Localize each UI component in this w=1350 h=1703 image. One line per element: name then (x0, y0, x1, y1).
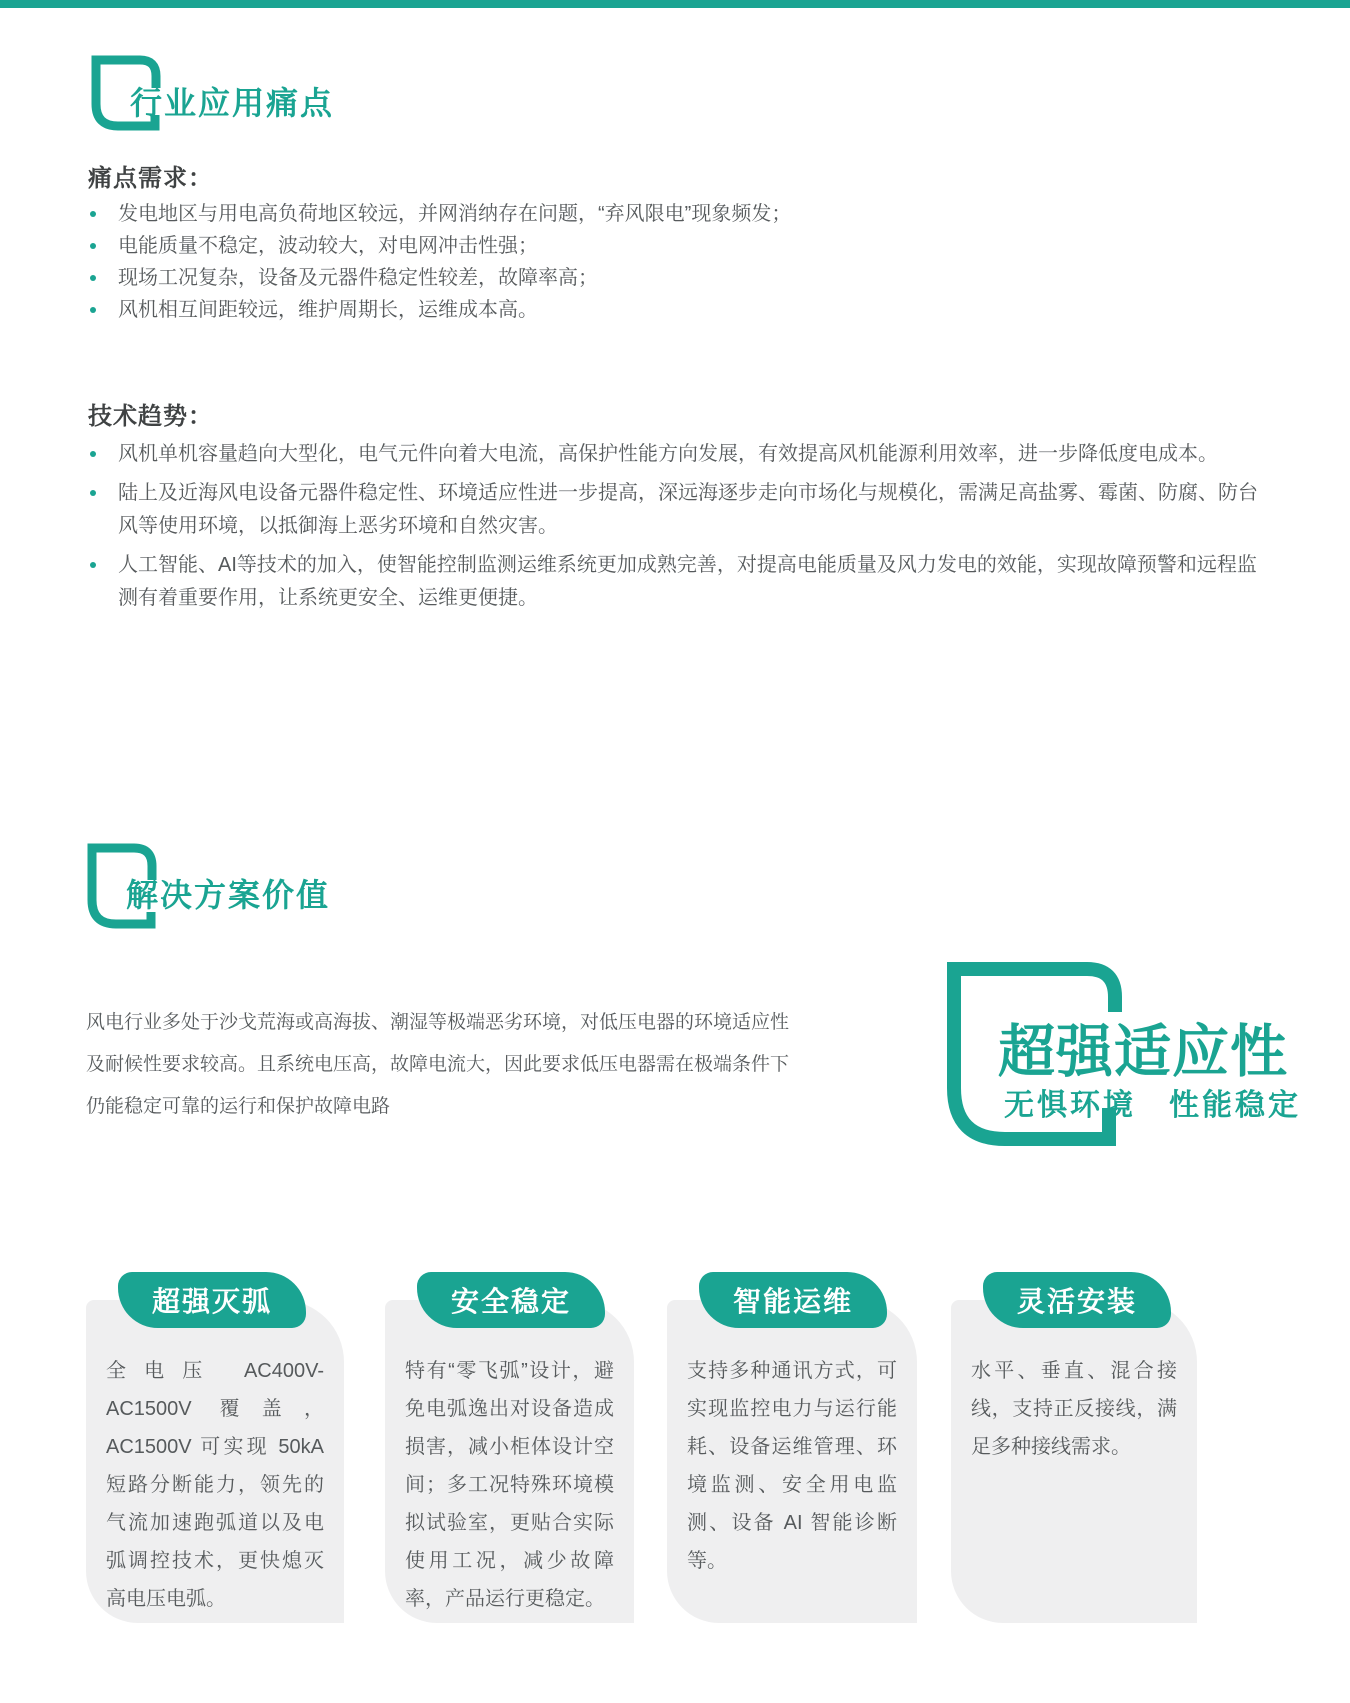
bullet-text: 现场工况复杂，设备及元器件稳定性较差，故障率高； (118, 267, 598, 289)
needs-heading: 痛点需求： (88, 165, 213, 192)
value-card (667, 1300, 917, 1623)
value-card-tab: 智能运维 (699, 1272, 887, 1328)
bullet-item (88, 230, 1268, 262)
bullet-dot-icon (90, 275, 96, 281)
section-title-solution: 解决方案价值 (126, 877, 331, 913)
value-card (951, 1300, 1197, 1623)
section-header-solution (86, 842, 331, 932)
value-card-tab: 灵活安装 (983, 1272, 1171, 1328)
section-title-pain: 行业应用痛点 (130, 85, 335, 121)
value-card (86, 1300, 344, 1623)
value-card-body: 全电压 AC400V-AC1500V 覆盖，AC1500V 可实现 50kA 短路分断能力，领先的气流加速跑弧道以及电弧调控技术，更快熄灭高电压电弧。 (106, 1360, 324, 1610)
bullet-item (88, 438, 1268, 471)
bullet-item (88, 262, 1268, 294)
adaptability-headline: 超强适应性 (998, 1020, 1288, 1084)
value-card-body: 水平、垂直、混合接线，支持正反接线，满足多种接线需求。 (971, 1360, 1177, 1458)
value-card-body: 支持多种通讯方式，可实现监控电力与运行能耗、设备运维管理、环境监测、安全用电监测、设备 AI 智能诊断等。 (687, 1360, 897, 1572)
bullet-item (88, 477, 1268, 543)
top-accent-bar (0, 0, 1350, 8)
bullet-dot-icon (90, 490, 96, 496)
bullet-item (88, 294, 1268, 326)
bullet-text: 电能质量不稳定，波动较大，对电网冲击性强； (118, 235, 538, 257)
needs-bullet-list (88, 198, 1268, 326)
bullet-text: 陆上及近海风电设备元器件稳定性、环境适应性进一步提高，深远海逐步走向市场化与规模化，需满足高盐雾、霉菌、防腐、防台风等使用环境，以抵御海上恶劣环境和自然灾害。 (118, 482, 1258, 537)
value-card-tab: 超强灭弧 (118, 1272, 306, 1328)
bullet-text: 发电地区与用电高负荷地区较远，并网消纳存在问题，“弃风限电”现象频发； (118, 203, 792, 225)
bullet-item (88, 549, 1268, 615)
bullet-dot-icon (90, 243, 96, 249)
bullet-text: 人工智能、AI等技术的加入，使智能控制监测运维系统更加成熟完善，对提高电能质量及风力发电的效能，实现故障预警和远程监测有着重要作用，让系统更安全、运维更便捷。 (118, 554, 1257, 609)
trends-heading: 技术趋势： (88, 403, 213, 430)
trends-bullet-list (88, 438, 1268, 621)
bullet-item (88, 198, 1268, 230)
bullet-dot-icon (90, 562, 96, 568)
value-card-tab: 安全稳定 (417, 1272, 605, 1328)
adaptability-subline: 无惧环境 性能稳定 (1004, 1089, 1301, 1122)
bullet-dot-icon (90, 307, 96, 313)
bullet-text: 风机单机容量趋向大型化，电气元件向着大电流，高保护性能方向发展，有效提高风机能源利用效率，进一步降低度电成本。 (118, 443, 1218, 465)
bullet-dot-icon (90, 211, 96, 217)
solution-paragraph: 风电行业多处于沙戈荒海或高海拔、潮湿等极端恶劣环境，对低压电器的环境适应性及耐候性要求较高。且系统电压高，故障电流大，因此要求低压电器需在极端条件下仍能稳定可靠的运行和保护故障电路 (86, 1012, 790, 1117)
bullet-text: 风机相互间距较远，维护周期长，运维成本高。 (118, 299, 538, 321)
bullet-dot-icon (90, 451, 96, 457)
value-card (385, 1300, 634, 1623)
section-header-pain (90, 54, 335, 134)
value-card-body: 特有“零飞弧”设计，避免电弧逸出对设备造成损害，减小柜体设计空间；多工况特殊环境模拟试验室，更贴合实际使用工况，减少故障率，产品运行更稳定。 (405, 1360, 614, 1610)
